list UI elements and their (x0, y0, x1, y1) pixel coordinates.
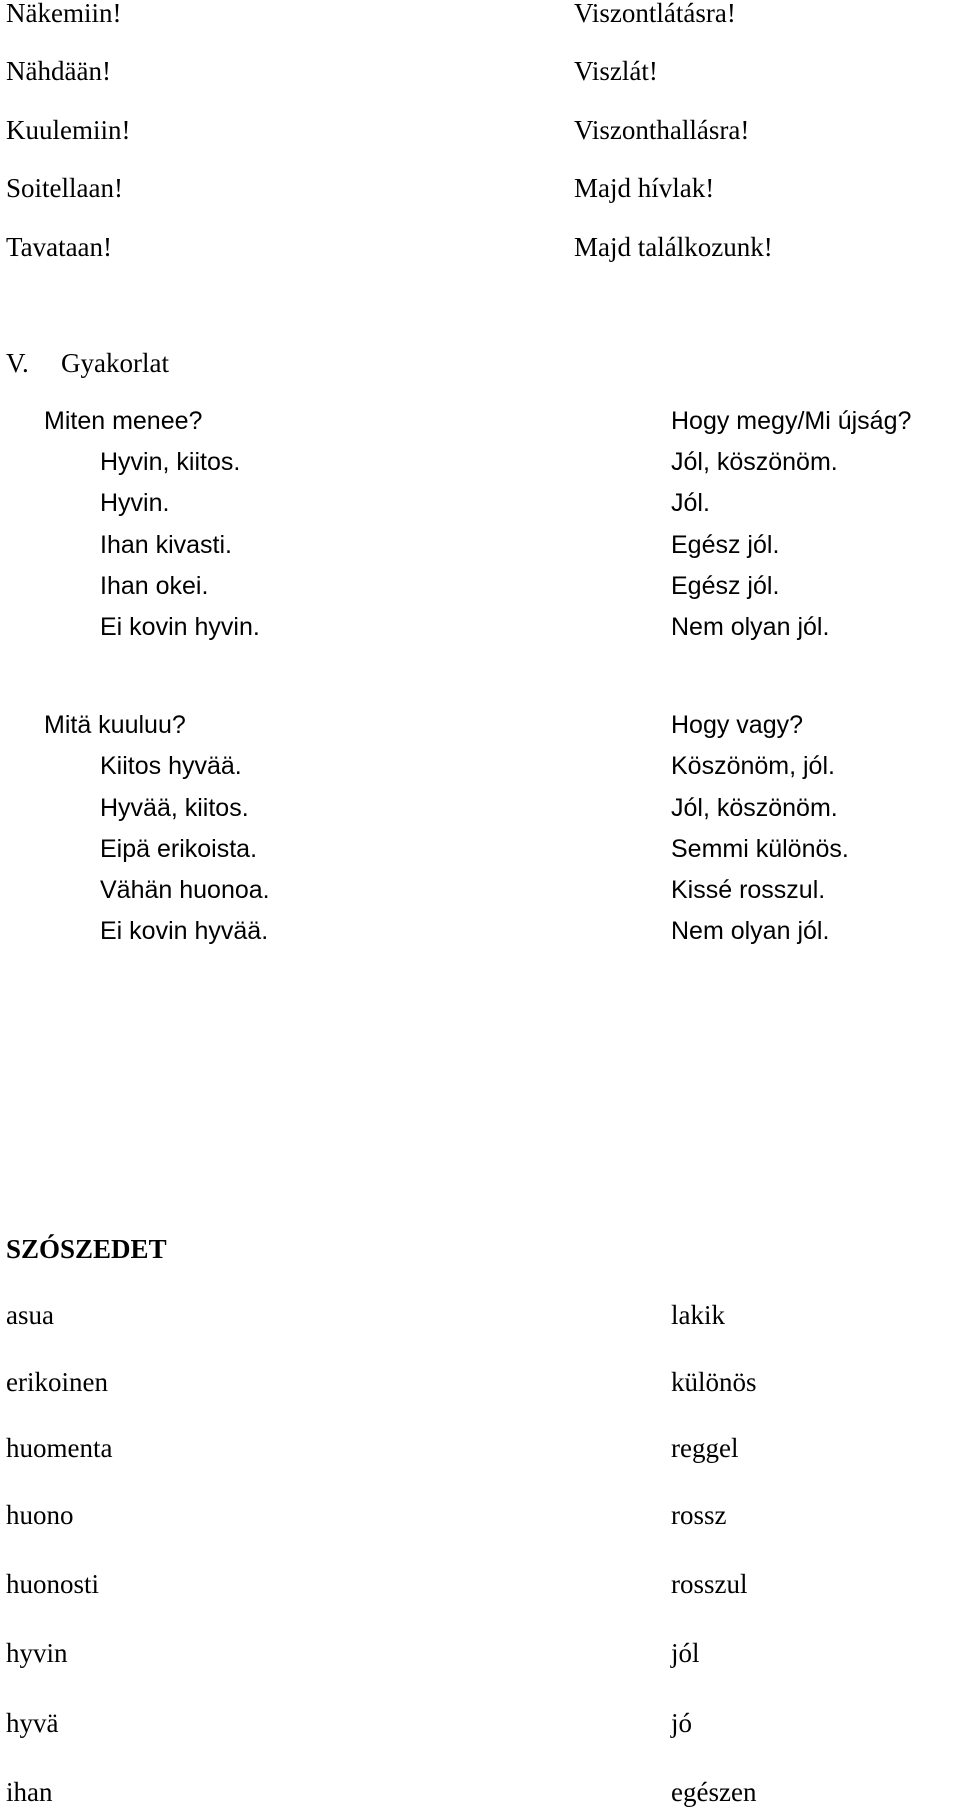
vocab-fi-5: huonosti (6, 1569, 100, 1599)
farewell-fi-1: Näkemiin! (6, 0, 122, 28)
exercise1-answer-fi-1: Hyvin, kiitos. (100, 448, 241, 476)
farewell-fi-5: Tavataan! (6, 232, 113, 262)
exercise1-answer-fi-3: Ihan kivasti. (100, 531, 233, 559)
exercise2-answer-fi-1: Kiitos hyvää. (100, 752, 242, 780)
exercise1-answer-hu-2: Jól. (671, 489, 710, 517)
exercise2-answer-fi-3: Eipä erikoista. (100, 835, 258, 863)
farewell-hu-2: Viszlát! (574, 56, 658, 86)
vocab-hu-6: jól (671, 1638, 700, 1668)
vocab-fi-1: asua (6, 1300, 54, 1330)
exercise2-answer-fi-4: Vähän huonoa. (100, 876, 270, 904)
farewell-fi-4: Soitellaan! (6, 173, 123, 203)
exercise2-answer-hu-2: Jól, köszönöm. (671, 794, 838, 822)
exercise2-answer-hu-4: Kissé rosszul. (671, 876, 826, 904)
exercise1-answer-fi-2: Hyvin. (100, 489, 170, 517)
vocab-hu-4: rossz (671, 1500, 727, 1530)
exercise1-answer-fi-4: Ihan okei. (100, 572, 209, 600)
vocab-fi-8: ihan (6, 1777, 53, 1807)
vocab-fi-7: hyvä (6, 1708, 59, 1738)
exercise2-question-hu: Hogy vagy? (671, 711, 804, 739)
exercise1-answer-hu-5: Nem olyan jól. (671, 613, 830, 641)
exercise2-answer-hu-5: Nem olyan jól. (671, 917, 830, 945)
farewell-fi-3: Kuulemiin! (6, 115, 131, 145)
exercise1-answer-hu-4: Egész jól. (671, 572, 780, 600)
vocab-fi-6: hyvin (6, 1638, 68, 1668)
section-number: V. (6, 348, 29, 378)
farewell-hu-3: Viszonthallásra! (574, 115, 750, 145)
farewell-fi-2: Nähdään! (6, 56, 111, 86)
vocab-hu-2: különös (671, 1367, 757, 1397)
farewell-hu-1: Viszontlátásra! (574, 0, 736, 28)
exercise1-answer-hu-1: Jól, köszönöm. (671, 448, 838, 476)
exercise2-answer-hu-1: Köszönöm, jól. (671, 752, 835, 780)
exercise2-answer-fi-5: Ei kovin hyvää. (100, 917, 269, 945)
exercise1-question-hu: Hogy megy/Mi újság? (671, 407, 912, 435)
section-title: Gyakorlat (61, 348, 169, 378)
farewell-hu-4: Majd hívlak! (574, 173, 715, 203)
exercise1-answer-hu-3: Egész jól. (671, 531, 780, 559)
vocab-fi-2: erikoinen (6, 1367, 108, 1397)
farewell-hu-5: Majd találkozunk! (574, 232, 773, 262)
vocab-hu-8: egészen (671, 1777, 757, 1807)
vocabulary-heading: SZÓSZEDET (6, 1234, 167, 1264)
vocab-hu-1: lakik (671, 1300, 725, 1330)
exercise2-answer-hu-3: Semmi különös. (671, 835, 849, 863)
exercise1-question-fi: Miten menee? (44, 407, 203, 435)
exercise2-question-fi: Mitä kuuluu? (44, 711, 186, 739)
vocab-hu-3: reggel (671, 1433, 739, 1463)
vocab-hu-7: jó (671, 1708, 693, 1738)
vocab-fi-4: huono (6, 1500, 74, 1530)
vocab-hu-5: rosszul (671, 1569, 748, 1599)
vocab-fi-3: huomenta (6, 1433, 113, 1463)
exercise2-answer-fi-2: Hyvää, kiitos. (100, 794, 249, 822)
exercise1-answer-fi-5: Ei kovin hyvin. (100, 613, 260, 641)
